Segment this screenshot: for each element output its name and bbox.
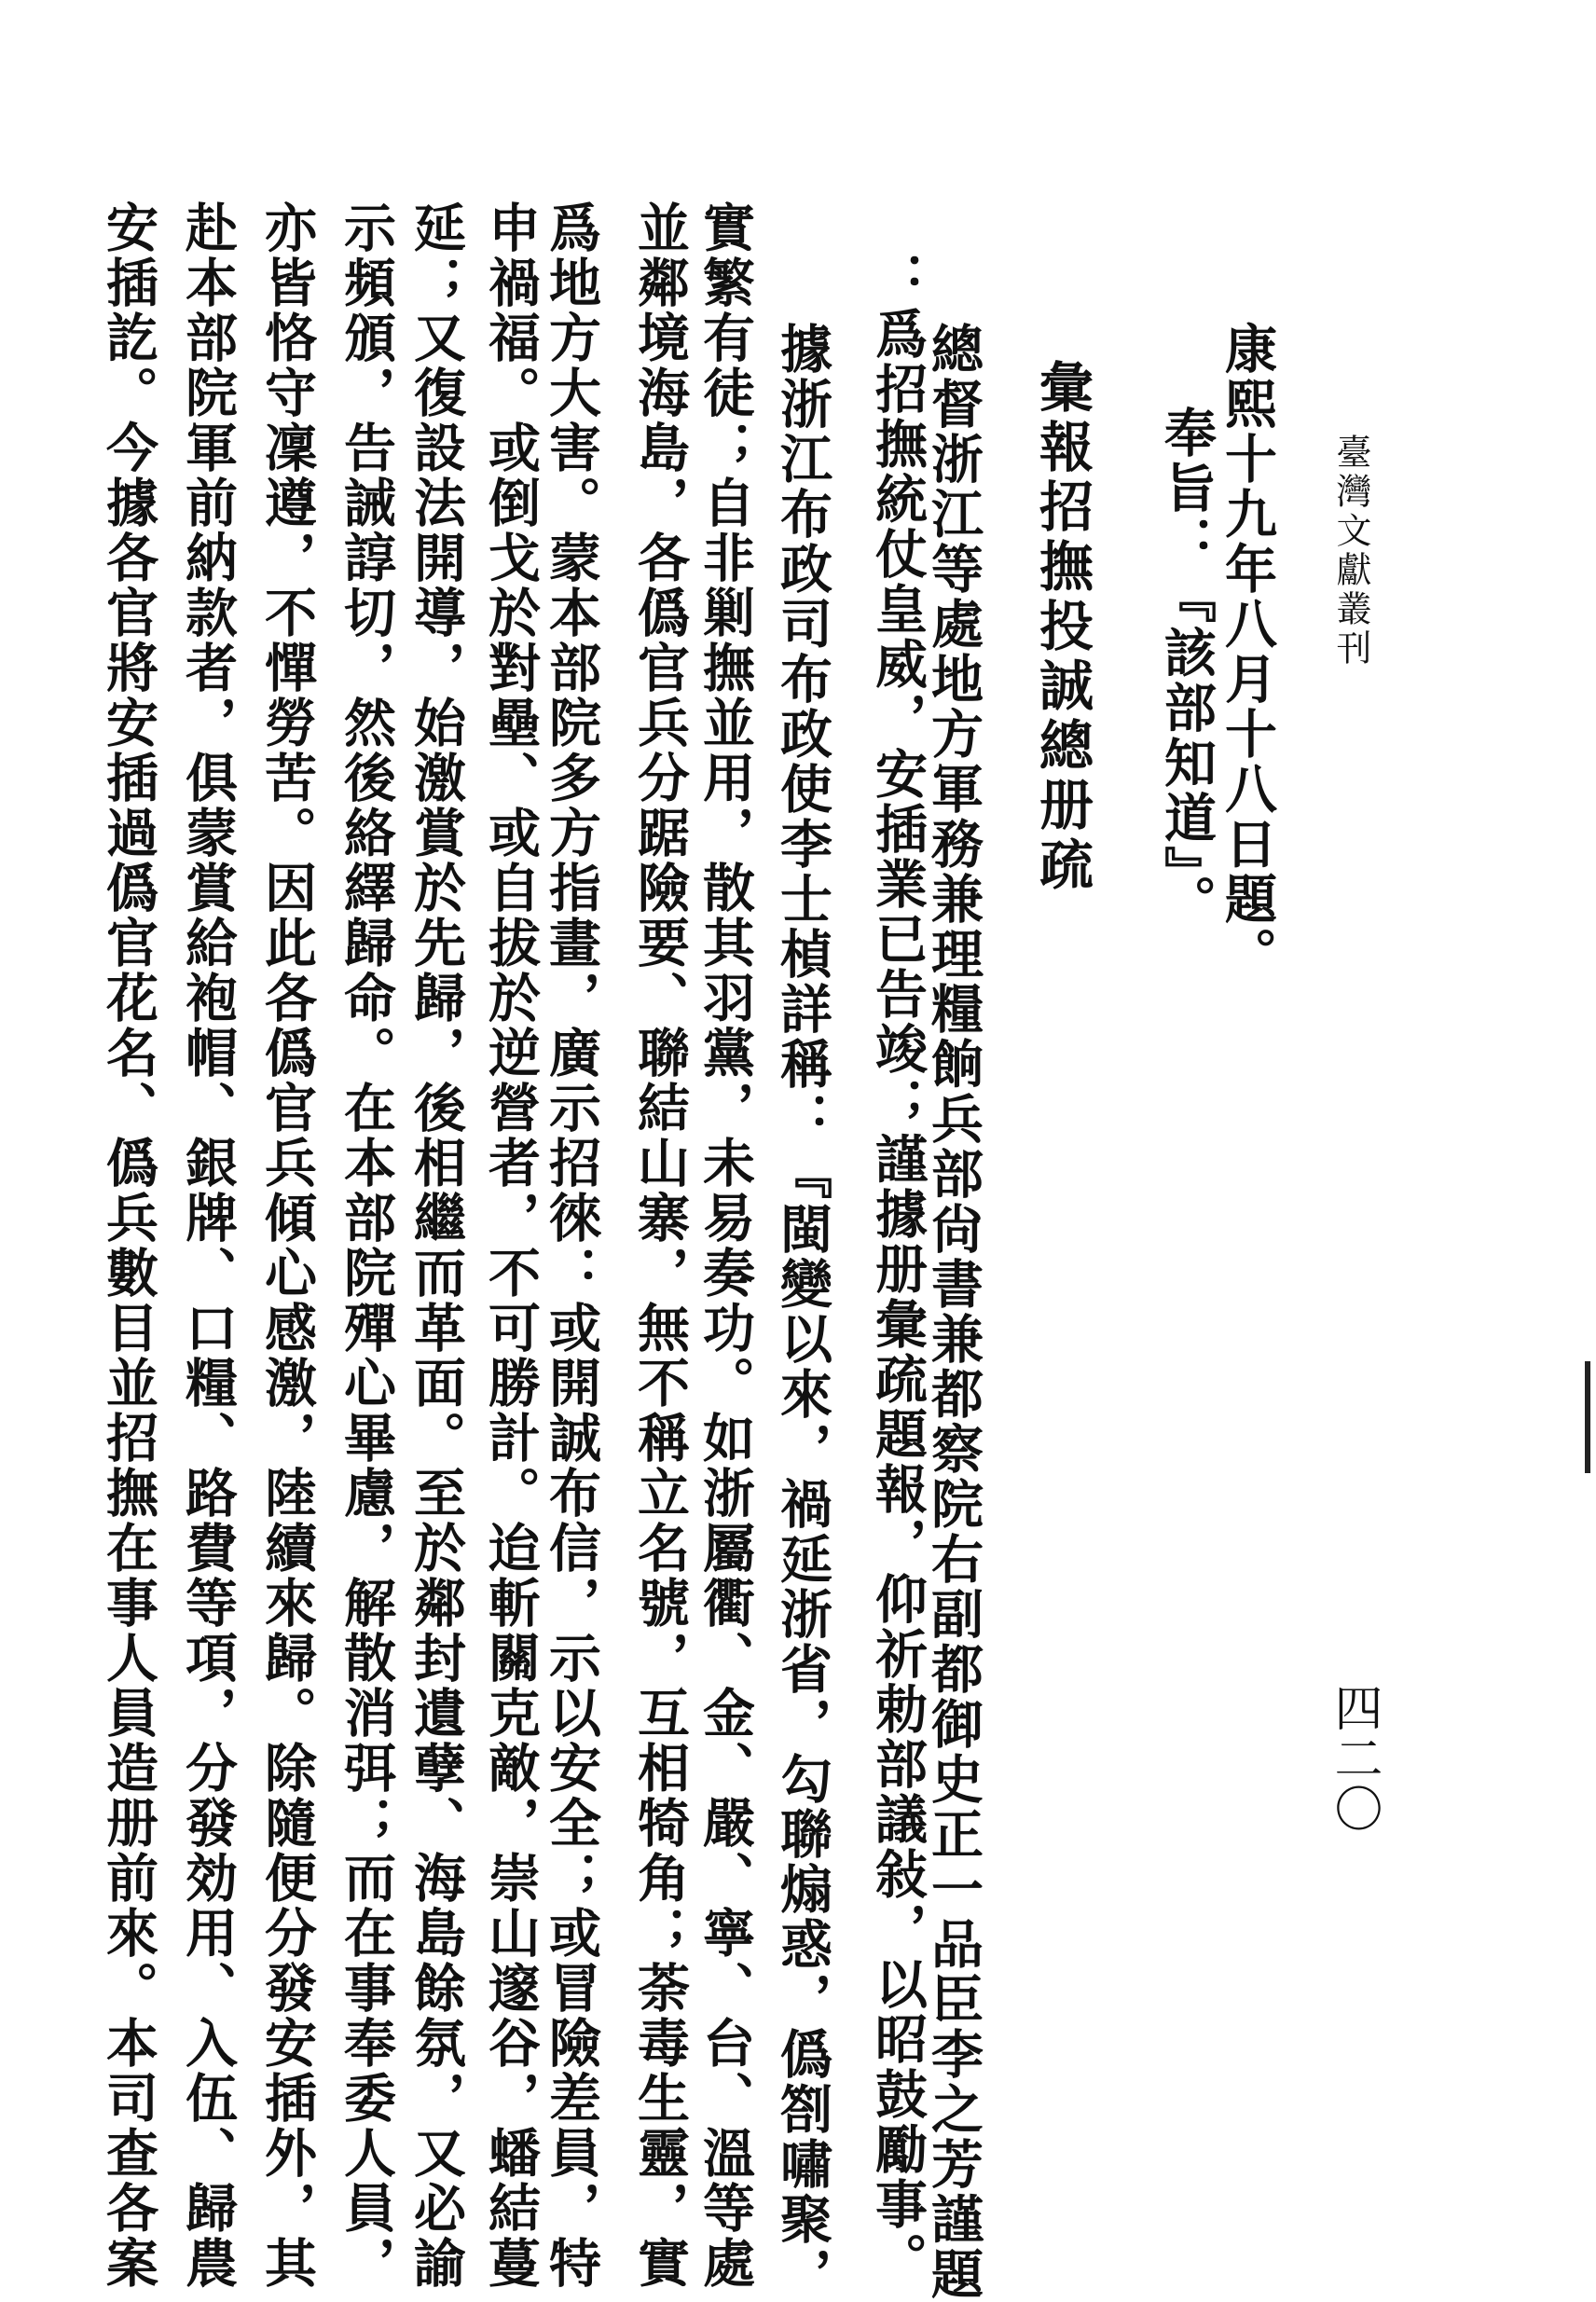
running-title: 臺灣文獻叢刊 [1330, 434, 1371, 669]
text-column: 示頻頒，告誡諄切，然後絡繹歸命。在本部院殫心畢慮，解散消弭；而在事奉委人員， [336, 200, 397, 2291]
memorial-title: 彙報招撫投誠總册疏 [1030, 359, 1094, 896]
text-column: 據浙江布政司布政使李士楨詳稱：『閩變以來，禍延浙省，勾聯煽惑，僞劄嘯聚， [772, 322, 833, 2302]
text-column: 赴本部院軍前納款者，俱蒙賞給袍帽、銀牌、口糧、路費等項，分發効用、入伍、歸農 [177, 200, 239, 2291]
imperial-rescript: 奉旨：『該部知道』。 [1156, 406, 1218, 930]
text-column: 安插訖。今據各官將安插過僞官花名、僞兵數目並招撫在事人員造册前來。本司查各案 [98, 200, 159, 2291]
text-column: 總督浙江等處地方軍務兼理糧餉兵部尙書兼都察院右副都御史正一品臣李之芳謹題 [923, 322, 984, 2302]
text-column: 實繁有徒；自非剿撫並用，散其羽黨，未易奏功。如浙屬衢、金、嚴、寧、台、溫等處 [695, 200, 756, 2291]
text-column: 亦皆恪守凜遵，不憚勞苦。因此各僞官兵傾心感激，陸續來歸。除隨便分發安插外，其 [256, 200, 318, 2291]
page-edge-mark [1585, 1361, 1590, 1473]
text-column: 並鄰境海島，各僞官兵分踞險要、聯結山寨，無不稱立名號，互相犄角；荼毒生靈，實 [629, 200, 691, 2291]
text-column: 爲地方大害。蒙本部院多方指畫，廣示招徠：或開誠布信，示以安全；或冒險差員，特 [541, 200, 602, 2291]
text-column: ：爲招撫統仗皇威，安插業已告竣；謹據册彙疏題報，仰祈勅部議敍，以昭鼓勵事。 [867, 252, 929, 2287]
page-number: 四二〇 [1326, 1683, 1382, 1834]
text-column: 申禍福。或倒戈於對壘、或自拔於逆營者，不可勝計。迨斬關克敵，崇山邃谷，蟠結蔓 [480, 200, 542, 2291]
text-column: 延；又復設法開導，始激賞於先歸，後相繼而革面。至於鄰封遺孽、海島餘氛，又必諭 [406, 200, 467, 2291]
date-line: 康熙十九年八月十八日題。 [1217, 322, 1278, 982]
